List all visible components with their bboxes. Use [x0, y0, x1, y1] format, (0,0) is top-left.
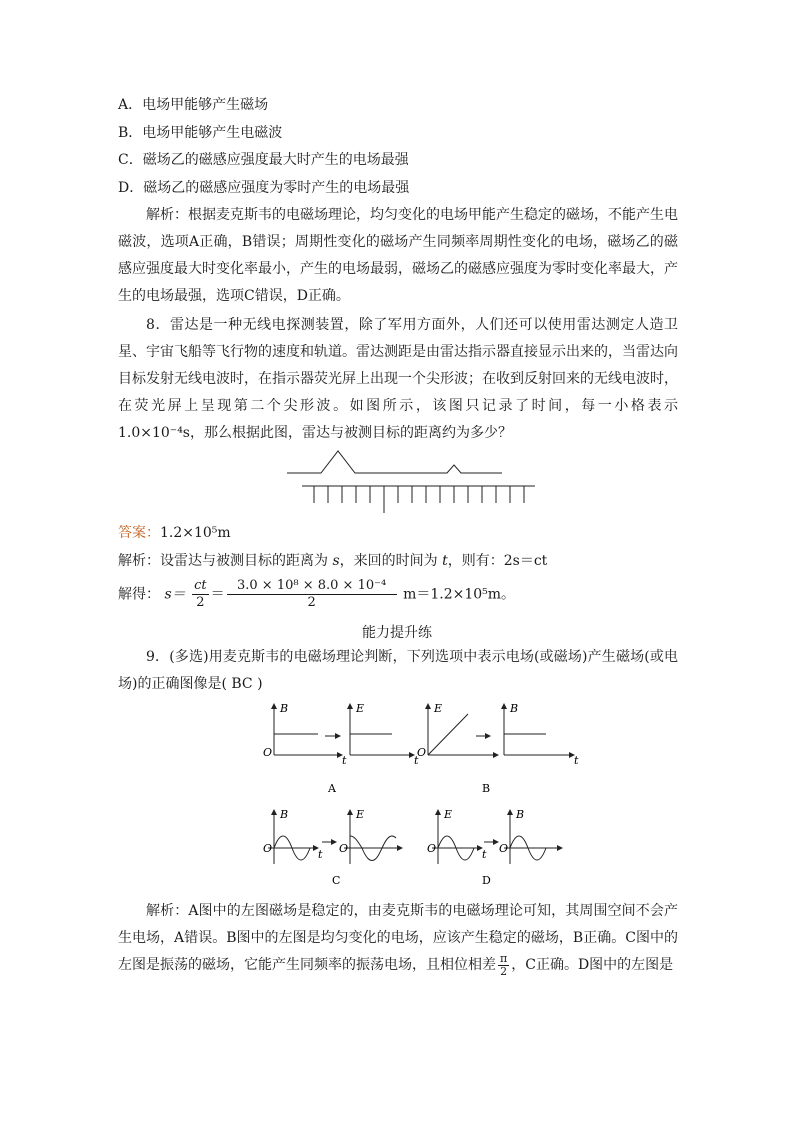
- solve-result: m＝1.2×10⁵m。: [403, 586, 516, 603]
- radar-ticks: [314, 486, 524, 513]
- fraction-denominator: 2: [307, 595, 316, 610]
- q7-option-a: A．电场甲能够产生磁场: [118, 97, 269, 113]
- symbol-t: t: [442, 553, 448, 569]
- fraction-pi-over-2: [498, 953, 509, 978]
- q8-answer: [118, 524, 231, 542]
- axis-label-t: t: [342, 754, 347, 767]
- radar-screen-figure: [287, 447, 547, 507]
- axis-label-b: B: [510, 702, 519, 715]
- axis-label-e: E: [434, 702, 443, 715]
- graph-d-right: [504, 810, 562, 864]
- fraction-numerator: ct: [194, 578, 207, 593]
- radar-pulse-trace: [287, 451, 502, 473]
- fraction-numerator: π: [500, 951, 508, 965]
- graph-c-left: [268, 810, 318, 864]
- origin-label: O: [417, 746, 427, 759]
- q7-analysis: 解析：根据麦克斯韦的电磁场理论，均匀变化的电场甲能产生稳定的磁场，不能产生电磁波，选项A正确，B错误；周期性变化的磁场产生同频率周期性变化的电场，磁场乙的磁感应强度最大时变化率最小，产生的电场最弱，磁场乙的磁感应强度为零时变化率最大，产生的电场最强，选项C错误，D正确。: [118, 207, 678, 304]
- origin-label: O: [263, 746, 273, 759]
- origin-label: O: [339, 842, 349, 855]
- symbol-s: s: [332, 553, 340, 569]
- q8-solution: 解得： s＝ $\frac{ct}{2}$ ＝ $\frac{\text{3.0 × 10⁸ × 8.0 × 10⁻⁴}}{2}$ m＝1.2×10⁵m。: [118, 578, 516, 610]
- q7-option-c: C．磁场乙的磁感应强度最大时产生的电场最强: [118, 152, 409, 168]
- axis-label-t: t: [414, 754, 419, 767]
- analysis-mid: ，来回的时间为: [339, 553, 438, 569]
- origin-label: O: [427, 842, 437, 855]
- axis-label-t: t: [482, 848, 487, 861]
- axis-label-b: B: [280, 702, 289, 715]
- q9-graphs-row-1: [262, 700, 602, 800]
- graph-c-right: [344, 810, 402, 864]
- axis-label-b: B: [516, 808, 525, 821]
- answer-label: 答案：: [118, 525, 160, 541]
- analysis-part-2: 左图是振荡的磁场，它能产生同频率的振荡电场，且相位相差: [118, 957, 496, 973]
- axis-label-t: t: [318, 848, 323, 861]
- caption-a: A: [328, 782, 336, 795]
- graph-d-left: [432, 810, 482, 864]
- fraction-calculation: [227, 578, 397, 611]
- solve-s: s＝: [164, 586, 186, 603]
- caption-c: C: [332, 874, 341, 887]
- caption-d: D: [482, 874, 491, 887]
- q8-question: 8．雷达是一种无线电探测装置，除了军用方面外，人们还可以使用雷达测定人造卫星、宇宙飞船等飞行物的速度和轨道。雷达测距是由雷达指示器直接显示出来的，当雷达向目标发射无线电波时，在指示器荧光屏上出现一个尖形波；在收到反射回来的无线电波时，在荧光屏上呈现第二个尖形波。如图所示，该图只记录了时间，每一小格表示 1.0×10⁻⁴s，那么根据此图，雷达与被测目标的距离约为多少？: [118, 317, 678, 441]
- analysis-part-1: 解析：A图中的左图磁场是稳定的，由麦克斯韦的电磁场理论可知，其周围空间不会产生电场，A错误。B图中的左图是均匀变化的电场，应该产生稳定的磁场，B正确。C图中的: [118, 903, 678, 946]
- axis-label-t: t: [574, 754, 579, 767]
- q9-analysis: [118, 898, 678, 979]
- q7-option-d: D．磁场乙的磁感应强度为零时产生的电场最强: [118, 180, 410, 196]
- axis-label-e: E: [356, 808, 365, 821]
- axis-label-e: E: [356, 702, 365, 715]
- q9-question: 9．(多选)用麦克斯韦的电磁场理论判断，下列选项中表示电场(或磁场)产生磁场(或电场)的正确图像是( BC ): [118, 649, 678, 692]
- section-title: 能力提升练: [362, 625, 432, 641]
- fraction-denominator: 2: [196, 595, 205, 610]
- analysis-suffix: ，则有：2s＝ct: [447, 553, 548, 569]
- analysis-part-3: ，C正确。D图中的左图是: [511, 957, 674, 973]
- solve-label: 解得：: [118, 586, 160, 603]
- analysis-prefix: 解析：设雷达与被测目标的距离为: [118, 553, 328, 569]
- answer-value: 1.2×10⁵m: [160, 525, 231, 541]
- fraction-numerator: 3.0 × 10⁸ × 8.0 × 10⁻⁴: [227, 578, 397, 595]
- q7-option-b: B．电场甲能够产生电磁波: [118, 125, 283, 141]
- caption-b: B: [482, 782, 491, 795]
- axis-label-e: E: [444, 808, 453, 821]
- origin-label: O: [263, 842, 273, 855]
- fraction-ct-over-2: [192, 578, 209, 611]
- q8-analysis: [118, 552, 547, 570]
- fraction-denominator: 2: [500, 964, 508, 978]
- q9-graphs-row-2: [262, 800, 602, 890]
- axis-label-b: B: [280, 808, 289, 821]
- origin-label: O: [499, 842, 509, 855]
